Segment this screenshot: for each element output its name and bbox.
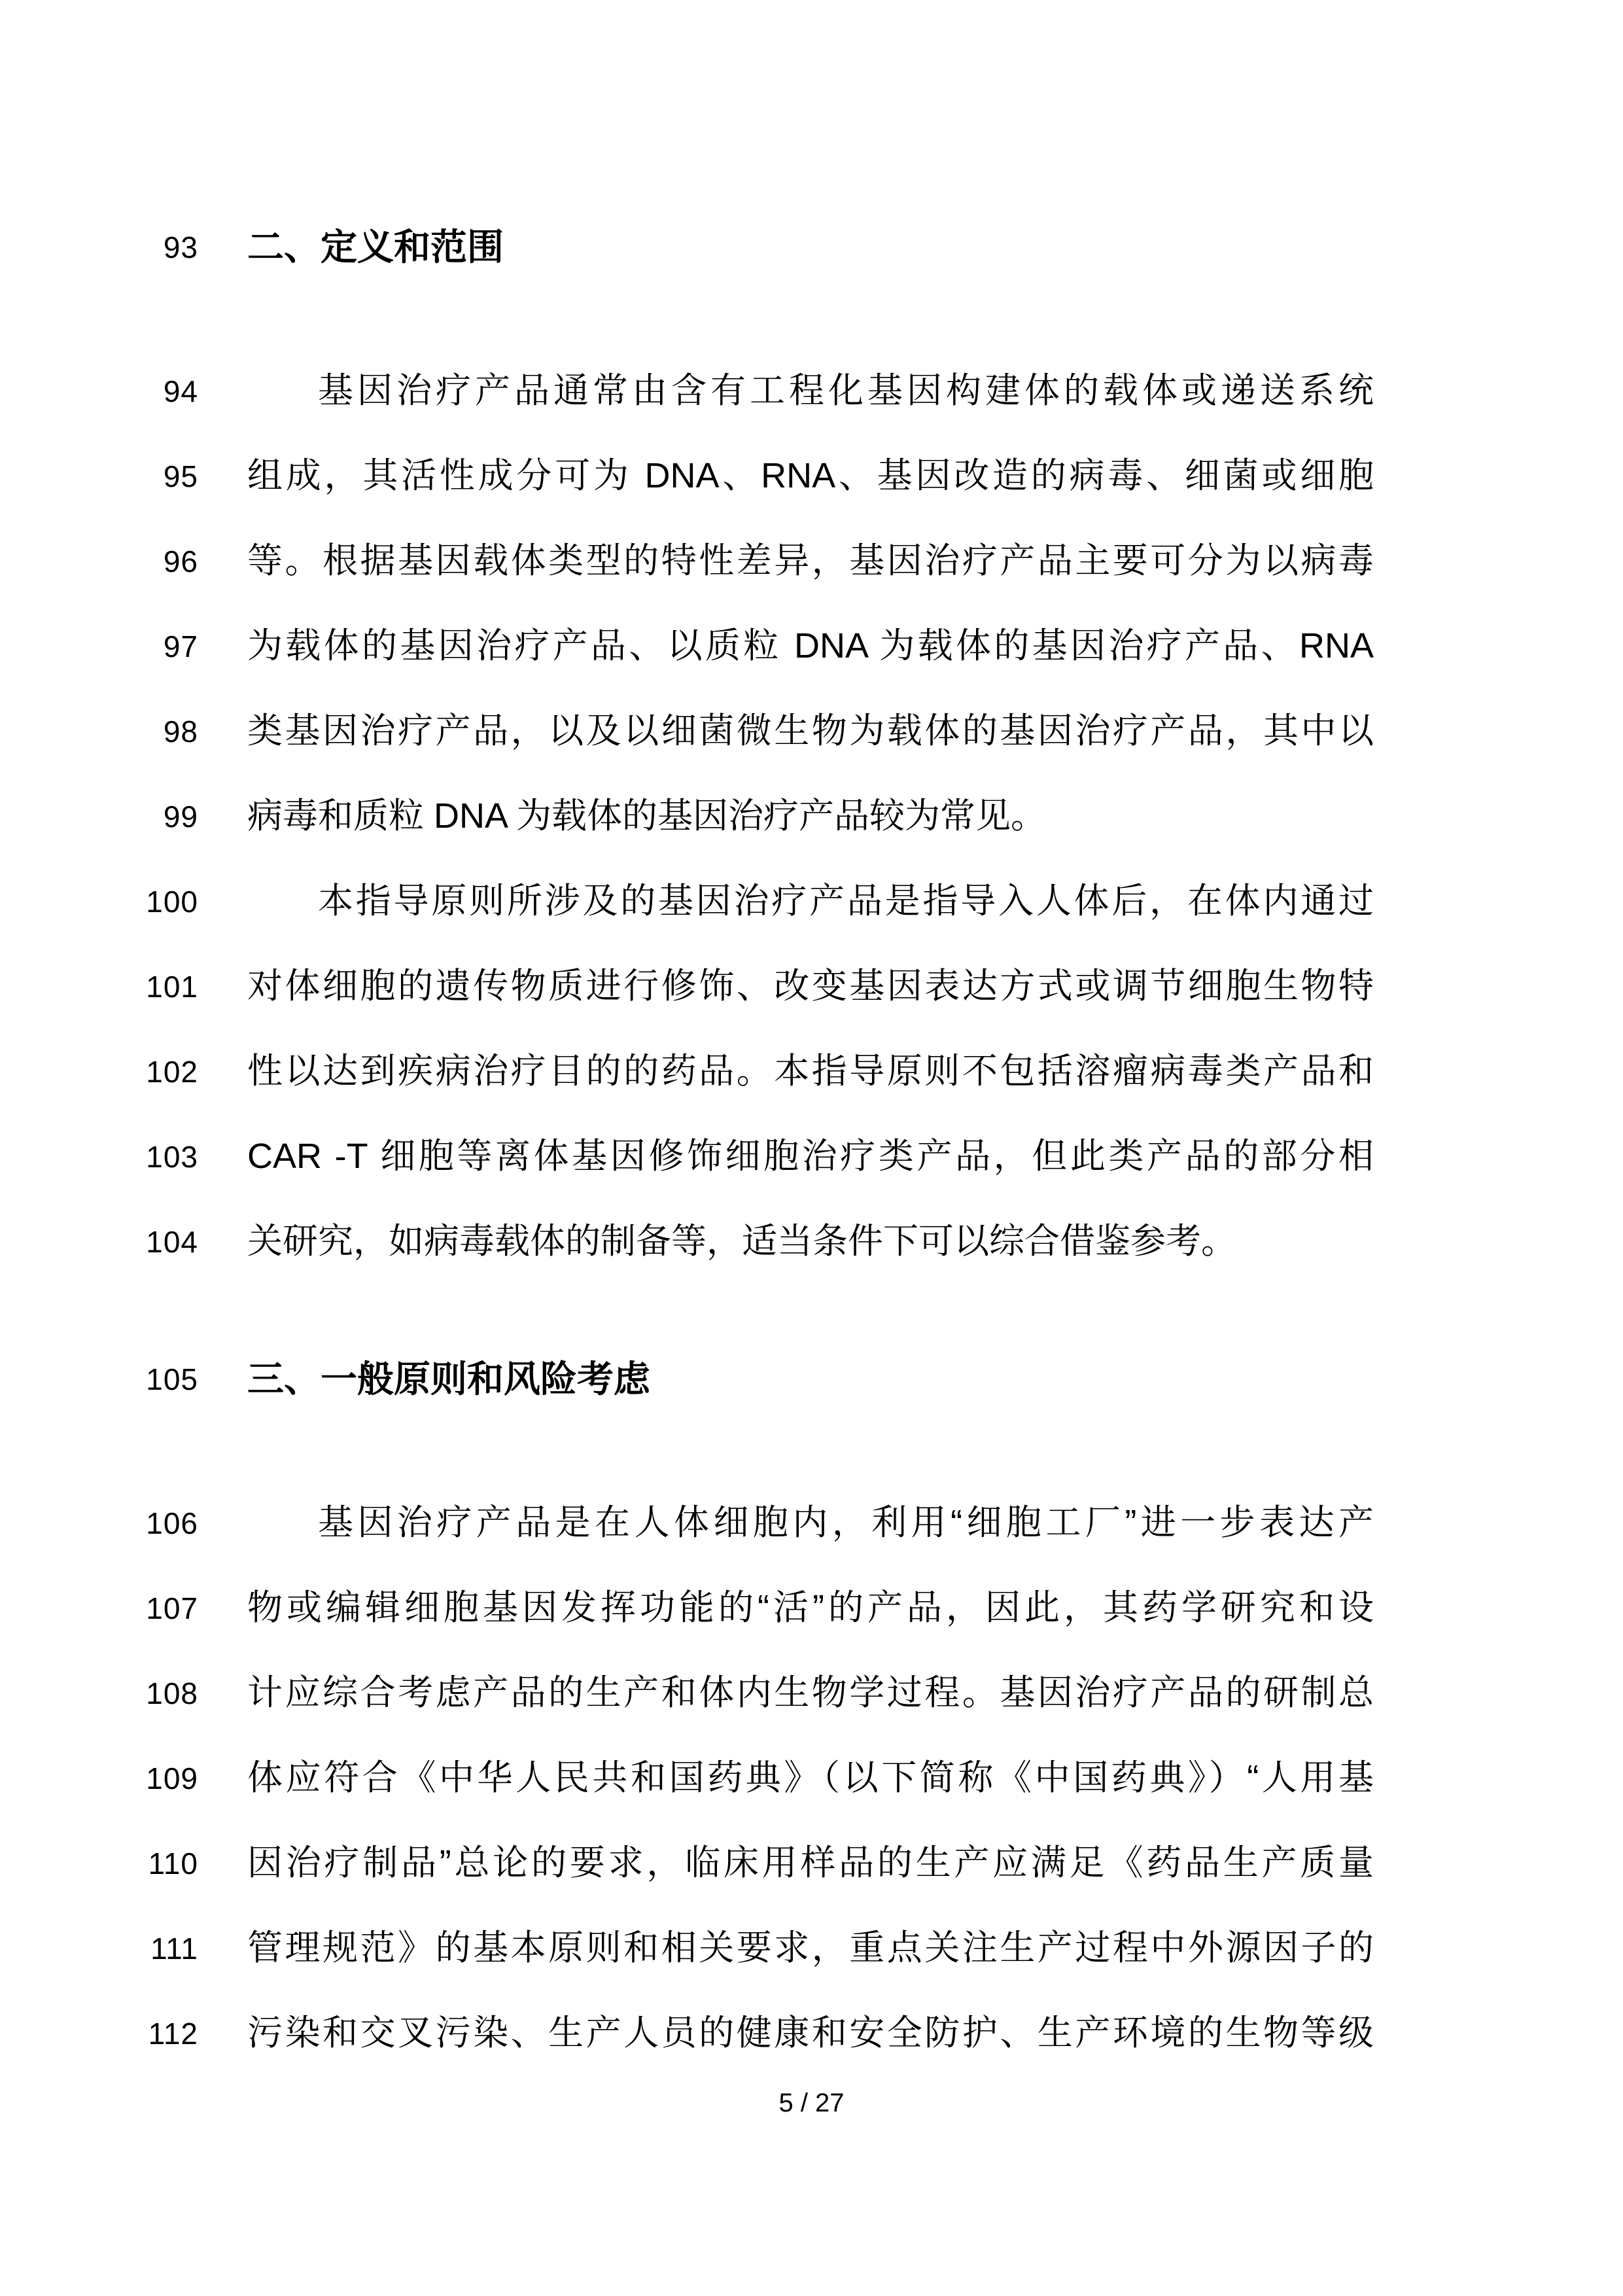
line-number: 110 <box>148 1846 198 1881</box>
line-text: 体应符合《中华人民共和国药典》（以下简称《中国药典》）“人用基 <box>247 1758 1374 1798</box>
body-line <box>0 1481 1623 1566</box>
line-text: 基因治疗产品通常由含有工程化基因构建体的载体或递送系统 <box>318 371 1374 411</box>
line-number: 95 <box>163 459 198 493</box>
line-text: CAR -T 细胞等离体基因修饰细胞治疗类产品，但此类产品的部分相 <box>247 1137 1374 1176</box>
line-text: 关研究，如病毒载体的制备等，适当条件下可以综合借鉴参考。 <box>247 1222 1236 1262</box>
page-number: 5 / 27 <box>778 2089 845 2117</box>
body-line <box>0 349 1623 434</box>
body-line <box>0 1566 1623 1651</box>
line-text: 性以达到疾病治疗目的的药品。本指导原则不包括溶瘤病毒类产品和 <box>247 1051 1374 1091</box>
section-heading-text: 二、定义和范围 <box>247 226 504 268</box>
line-number: 98 <box>163 715 198 749</box>
line-text: 污染和交叉污染、生产人员的健康和安全防护、生产环境的生物等级 <box>247 2013 1374 2053</box>
line-number: 103 <box>146 1140 198 1174</box>
line-number: 112 <box>148 2017 198 2051</box>
line-text: 对体细胞的遗传物质进行修饰、改变基因表达方式或调节细胞生物特 <box>247 966 1374 1006</box>
line-text: 物或编辑细胞基因发挥功能的“活”的产品，因此，其药学研究和设 <box>247 1588 1374 1628</box>
line-number: 100 <box>146 885 198 919</box>
body-line <box>0 944 1623 1029</box>
line-number: 106 <box>146 1506 198 1540</box>
body-line <box>0 1114 1623 1199</box>
heading-line <box>0 205 1623 290</box>
line-number: 109 <box>146 1761 198 1795</box>
line-number: 107 <box>146 1591 198 1625</box>
body-line <box>0 859 1623 944</box>
body-line <box>0 1651 1623 1736</box>
line-text: 计应综合考虑产品的生产和体内生物学过程。基因治疗产品的研制总 <box>247 1673 1374 1713</box>
line-number: 105 <box>146 1362 198 1396</box>
line-number: 93 <box>163 230 198 264</box>
body-line <box>0 1991 1623 2076</box>
line-number: 96 <box>163 544 198 578</box>
body-line <box>0 604 1623 689</box>
body-line <box>0 519 1623 604</box>
body-line <box>0 1029 1623 1114</box>
line-text: 基因治疗产品是在人体细胞内，利用“细胞工厂”进一步表达产 <box>318 1503 1374 1543</box>
body-line <box>0 774 1623 859</box>
line-text: 管理规范》的基本原则和相关要求，重点关注生产过程中外源因子的 <box>247 1928 1374 1968</box>
body-line <box>0 1736 1623 1821</box>
line-number: 111 <box>150 1932 198 1966</box>
body-line <box>0 1821 1623 1906</box>
line-number: 102 <box>146 1055 198 1089</box>
document-body <box>0 152 1623 2076</box>
line-text: 因治疗制品”总论的要求，临床用样品的生产应满足《药品生产质量 <box>247 1843 1374 1883</box>
body-line <box>0 434 1623 519</box>
line-text: 本指导原则所涉及的基因治疗产品是指导入人体后，在体内通过 <box>318 881 1374 921</box>
line-number: 94 <box>163 374 198 408</box>
line-number: 104 <box>146 1225 198 1259</box>
line-text: 类基因治疗产品，以及以细菌微生物为载体的基因治疗产品，其中以 <box>247 711 1374 751</box>
line-number: 101 <box>146 970 198 1004</box>
line-number: 99 <box>163 800 198 834</box>
line-number: 97 <box>163 629 198 663</box>
line-text: 组成，其活性成分可为 DNA、RNA、基因改造的病毒、细菌或细胞 <box>247 456 1374 496</box>
line-text: 病毒和质粒 DNA 为载体的基因治疗产品较为常见。 <box>247 796 1047 836</box>
line-number: 108 <box>146 1676 198 1710</box>
section-heading-text: 三、一般原则和风险考虑 <box>247 1358 650 1400</box>
body-line <box>0 1199 1623 1284</box>
line-text: 等。根据基因载体类型的特性差异，基因治疗产品主要可分为以病毒 <box>247 541 1374 581</box>
line-text: 为载体的基因治疗产品、以质粒 DNA 为载体的基因治疗产品、RNA <box>247 626 1374 666</box>
body-line <box>0 689 1623 774</box>
heading-line <box>0 1337 1623 1422</box>
body-line <box>0 1906 1623 1991</box>
